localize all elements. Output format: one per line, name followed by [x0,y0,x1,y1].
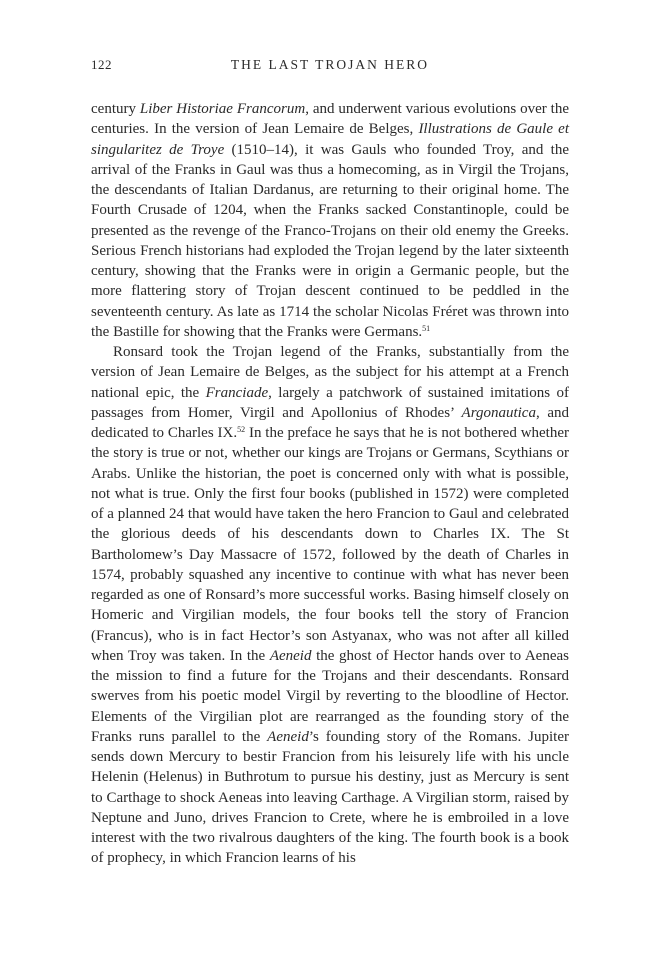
text-run: ’s founding story of the Romans. Jupiter sends down Mercury to bestir Francion from his leisurely life with his uncle Helenin (Helenus) in Buthrotum to pursue his destiny, just as Mercury is sent to Carthage to shock Aeneas into leaving Carthage. A Virgilian storm, raised by Neptune and Juno, drives Francion to Crete, where he is embroiled in a love interest with the two rivalrous daughters of the king. The fourth book is a book of prophecy, in which Francion learns of his [91,728,569,867]
paragraph-2 [91,342,569,869]
italic-title: Argonautica [461,404,536,421]
running-head [91,57,569,77]
italic-title: Liber Historiae Francorum [139,101,306,117]
body-text [91,99,569,869]
text-run: , largely a patchwork of sustained imitations of passages from Homer, Virgil and Apollonius of Rhodes’ [91,384,569,421]
text-run: , and dedicated to Charles IX. [91,404,569,441]
text-run: the ghost of Hector hands over to Aeneas the mission to find a future for the Trojans and their descendants. Ronsard swerves from his poetic model Virgil by reverting to the bloodline of Hector. Elements of the Virgilian plot are rearranged as the founding story of the Franks runs parallel to the [91,647,569,745]
footnote-ref-51: 51 [422,323,431,333]
footnote-ref-52: 52 [237,425,246,434]
text-run: Ronsard took the Trojan legend of the Franks, substantially from the version of Jean Lemaire de Belges, as the subject for his attempt at a French national epic, the [91,344,569,401]
text-run: century [91,101,140,117]
italic-title: Aeneid [269,647,312,664]
text-run: (1510–14), it was Gauls who founded Troy, and the arrival of the Franks in Gaul was thus a homecoming, as in Virgil the Trojans, the descendants of Italian Dardanus, are returning to their original home. The Fourth Crusade of 1204, when the Franks sacked Constantinople, could be presented as the revenge of the Franco-Trojans on their old enemy the Greeks. Serious French historians had exploded the Trojan legend by the later sixteenth century, showing that the Franks were in origin a Germanic people, but the more flattering story of Trojan descent continued to be peddled in the seventeenth century. As late as 1714 the scholar Nicolas Fréret was thrown into the Bastille for showing that the Franks were Germans. [91,141,569,340]
italic-title: Aeneid [267,728,309,745]
paragraph-1 [91,99,569,342]
text-run: In the preface he says that he is not bothered whether the story is true or not, whether our kings are Trojans or Germans, Scythians or Arabs. Unlike the historian, the poet is concerned only with what is possible, not what is true. Only the first four books (published in 1572) were completed of a planned 24 that would have taken the hero Francion to Gaul and celebrated the glorious deeds of his descendants down to Charles IX. The St Bartholomew’s Day Massacre of 1572, followed by the death of Charles in 1574, probably squashed any incentive to continue with what has never been regarded as one of Ronsard’s more successful works. Basing himself closely on Homeric and Virgilian models, the four books tell the story of Francion (Francus), who is in fact Hector’s son Astyanax, who was not after all killed when Troy was taken. In the [91,425,570,664]
running-title: THE LAST TROJAN HERO [230,57,430,72]
italic-title: Illustrations de Gaule et singularitez de Troye [91,121,569,158]
text-run: , and underwent various evolutions over the centuries. In the version of Jean Lemaire de Belges, [91,101,569,138]
italic-title: Franciade [205,384,269,401]
page-number: 122 [91,57,112,72]
